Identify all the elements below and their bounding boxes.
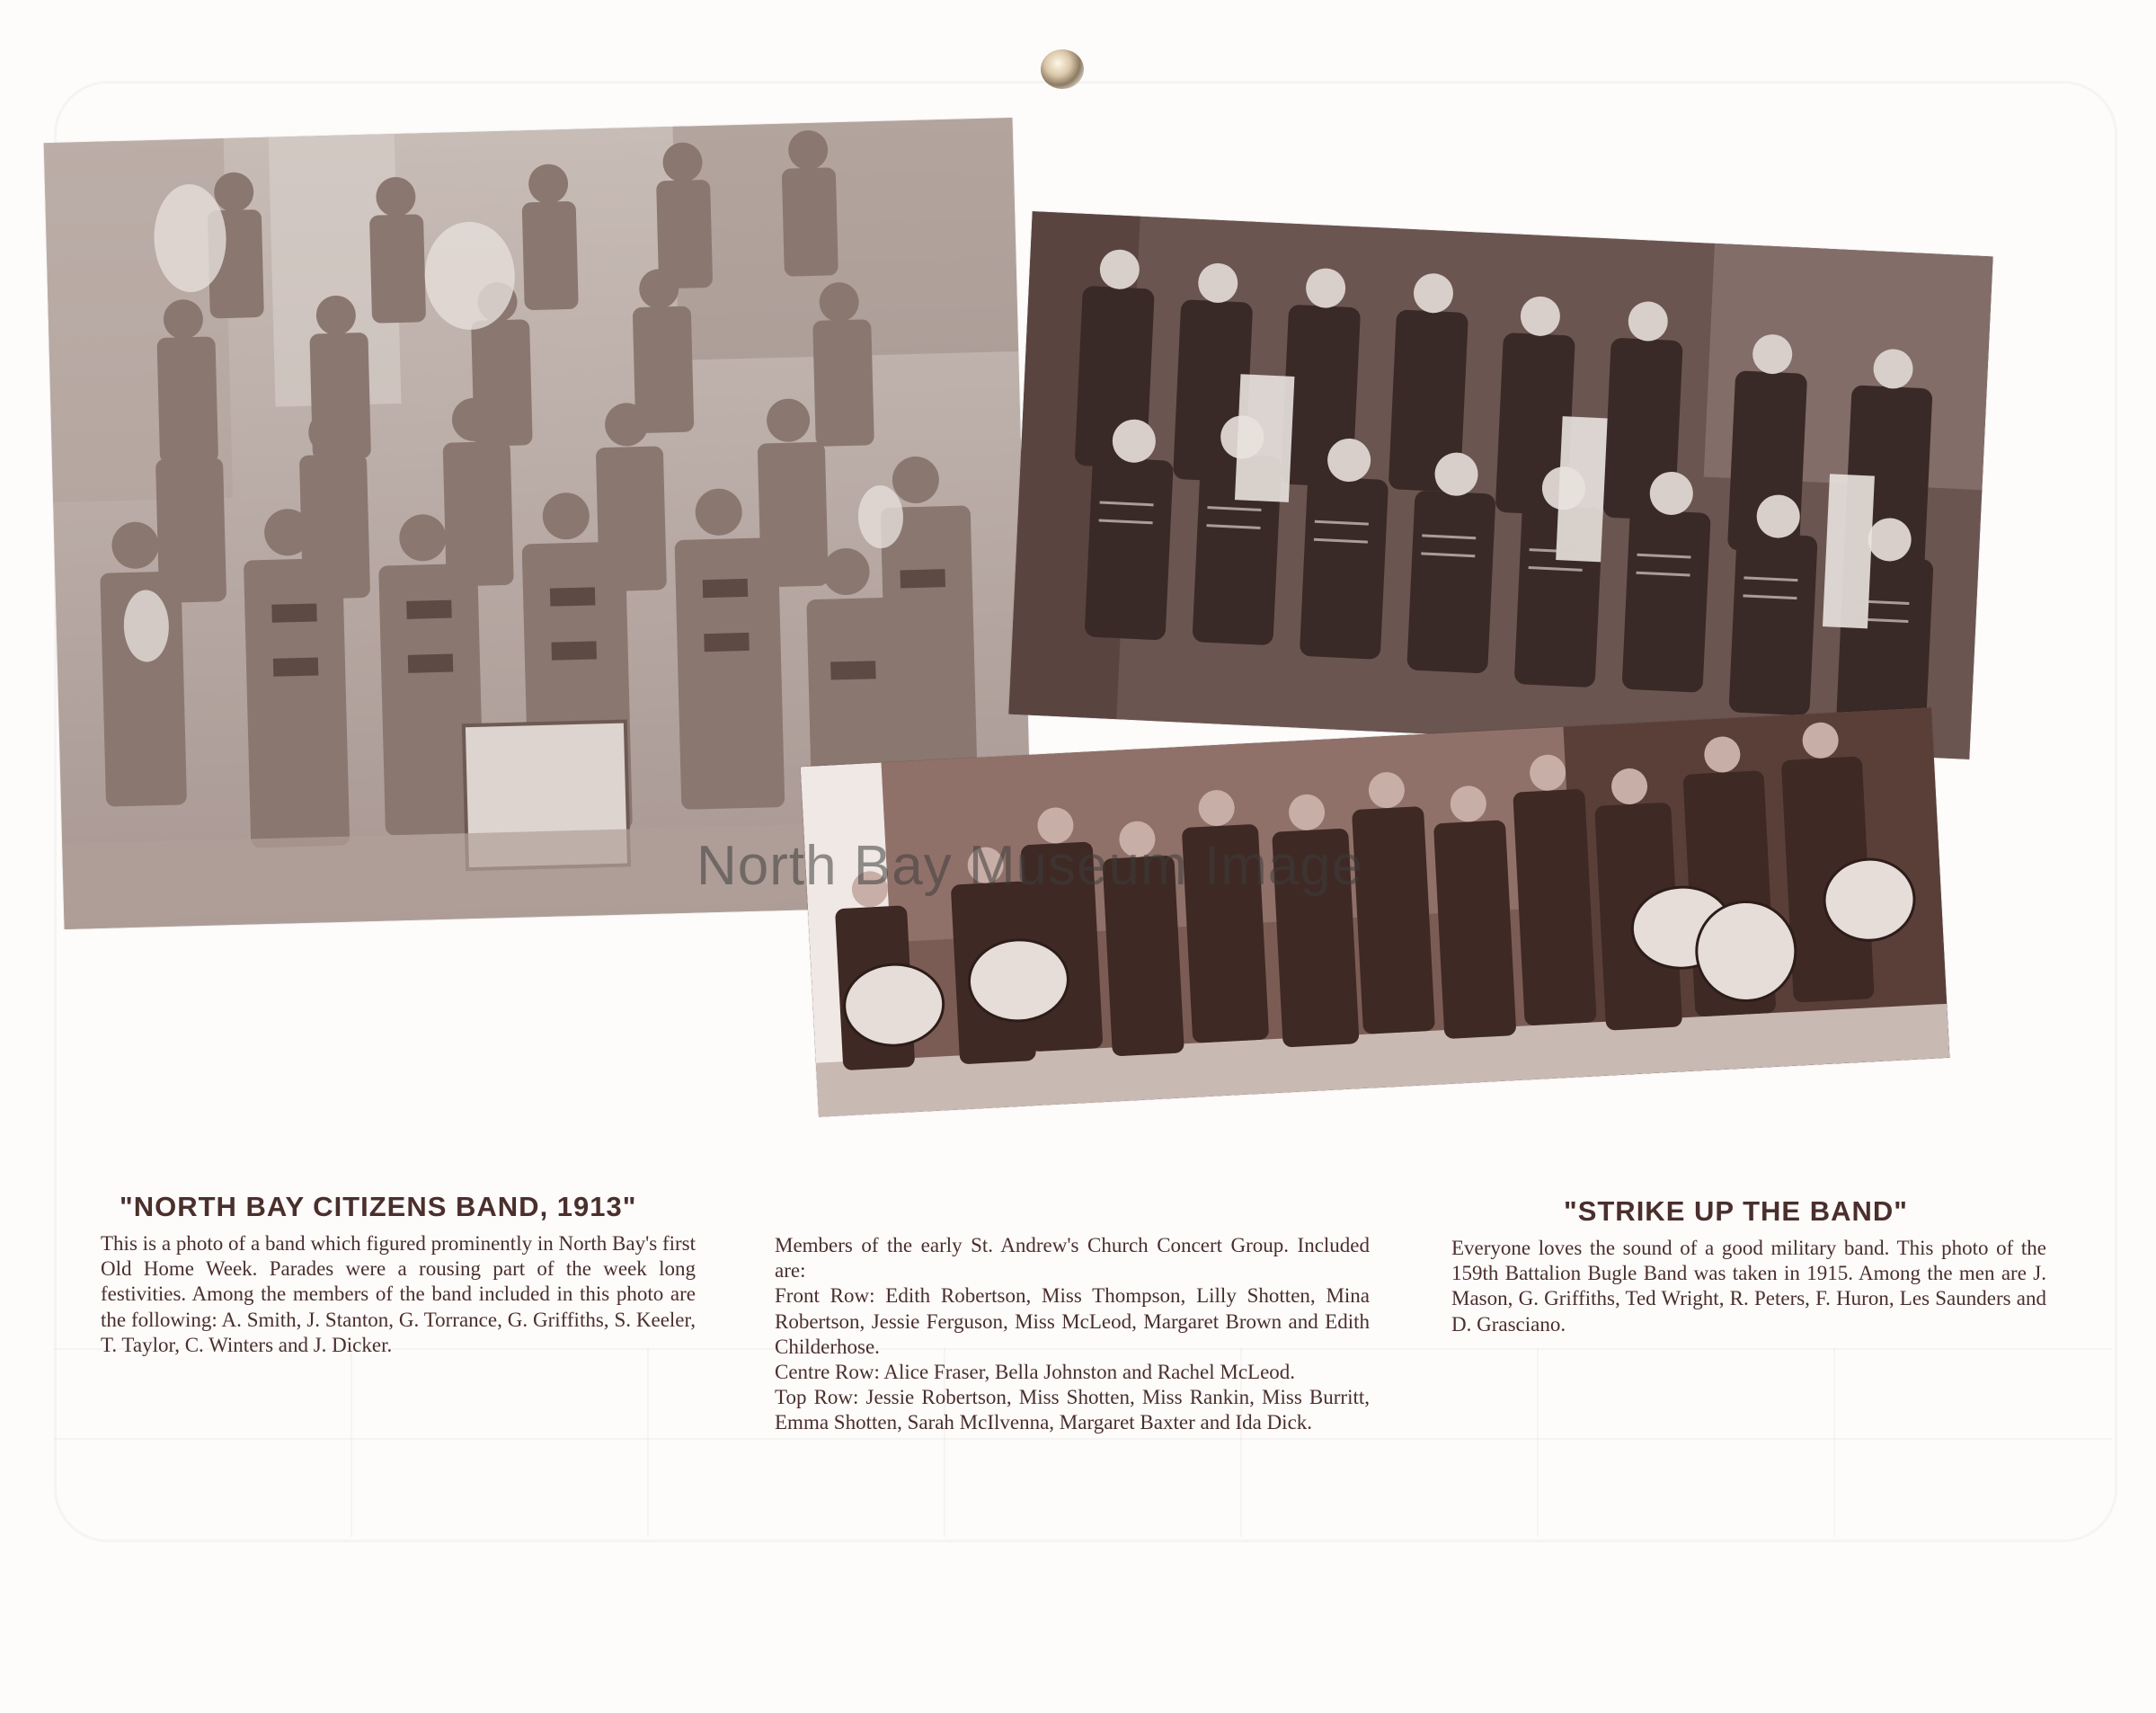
citizens-band-title: "NORTH BAY CITIZENS BAND, 1913"	[120, 1191, 637, 1222]
concert-group-caption	[775, 1233, 1370, 1436]
concert-group-top-row: Top Row: Jessie Robertson, Miss Shotten, Miss Rankin, Miss Burritt, Emma Shotten, Sarah McIlvenna, Margaret Baxter and Ida Dick.	[775, 1386, 1370, 1434]
watermark: North Bay Museum Image	[696, 835, 1364, 897]
concert-group-photo-image	[1008, 211, 1992, 759]
citizens-band-text: This is a photo of a band which figured prominently in North Bay's first Old Home Week. Parades were a rousing part of the week long festivities. Among the members of the band included in this photo are the following: A. Smith, J. Stanton, G. Torrance, G. Griffiths, S. Keeler, T. Taylor, C. Winters and J. Dicker.	[101, 1232, 696, 1356]
concert-group-intro: Members of the early St. Andrew's Church Concert Group. Included are:	[775, 1234, 1370, 1283]
concert-group-centre-row: Centre Row: Alice Fraser, Bella Johnston and Rachel McLeod.	[775, 1361, 1296, 1384]
bugle-band-photo-image	[801, 707, 1950, 1116]
bugle-band-title: "STRIKE UP THE BAND"	[1564, 1195, 1908, 1227]
citizens-band-caption	[101, 1231, 696, 1358]
concert-group-photo	[1008, 211, 1992, 759]
bugle-band-caption	[1451, 1236, 2046, 1337]
hanging-hole	[1041, 49, 1084, 89]
show-through-line	[1833, 1348, 1835, 1537]
show-through-line	[1537, 1348, 1539, 1537]
bugle-band-text: Everyone loves the sound of a good military band. This photo of the 159th Battalion Bugle Band was taken in 1915. Among the men are J. Mason, G. Griffiths, Ted Wright, R. Peters, F. Huron, Les Saunders and D. Grasciano.	[1451, 1237, 2046, 1336]
concert-group-front-row: Front Row: Edith Robertson, Miss Thompson, Lilly Shotten, Mina Robertson, Jessie Ferguson, Miss McLeod, Margaret Brown and Edith Childerhose.	[775, 1284, 1370, 1358]
bugle-band-photo	[801, 707, 1950, 1116]
show-through-line	[54, 1438, 2112, 1440]
show-through-line	[647, 1348, 649, 1537]
show-through-line	[350, 1348, 352, 1537]
